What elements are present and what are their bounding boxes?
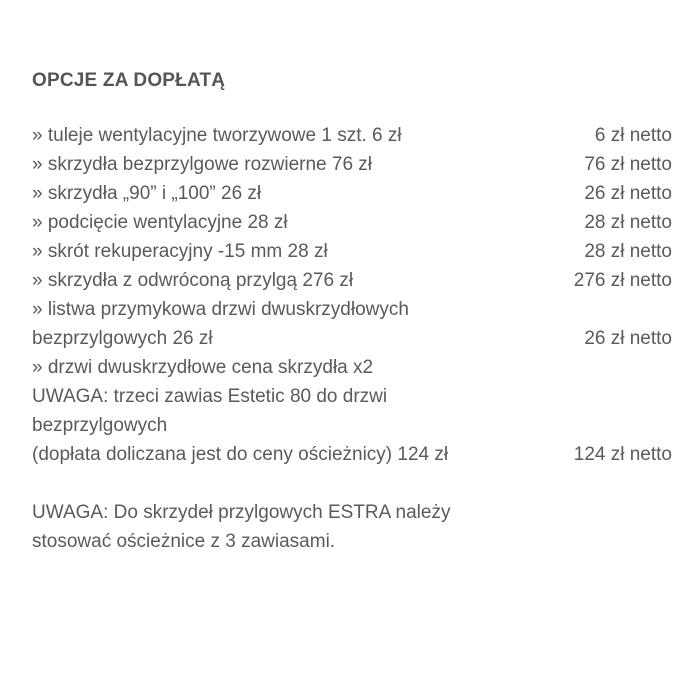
option-description <box>32 266 574 295</box>
option-text: » listwa przymykowa drzwi dwuskrzydłowych <box>32 299 409 320</box>
option-description <box>32 237 584 266</box>
option-description <box>32 295 584 353</box>
option-description <box>32 150 584 179</box>
option-description <box>32 179 584 208</box>
option-row <box>32 295 672 353</box>
section-heading: OPCJE ZA DOPŁATĄ <box>32 70 226 91</box>
option-row <box>32 150 672 179</box>
option-price: 28 zł netto <box>584 212 672 233</box>
option-price: 6 zł netto <box>594 125 672 146</box>
warning-note <box>32 498 632 556</box>
option-text: » podcięcie wentylacyjne 28 zł <box>32 212 288 233</box>
option-price: 28 zł netto <box>584 241 672 262</box>
option-price: 276 zł netto <box>573 270 672 291</box>
option-price: 26 zł netto <box>584 183 672 204</box>
option-row <box>32 266 672 295</box>
option-text: » tuleje wentylacyjne tworzywowe 1 szt. 6 zł <box>32 125 402 146</box>
option-price: 124 zł netto <box>573 444 672 465</box>
option-text: UWAGA: trzeci zawias Estetic 80 do drzwi <box>32 386 388 407</box>
option-text: bezprzylgowych <box>32 415 168 436</box>
option-row <box>32 208 672 237</box>
option-price: 76 zł netto <box>584 154 672 175</box>
option-row <box>32 179 672 208</box>
option-text: » skrzydła bezprzylgowe rozwierne 76 zł <box>32 154 373 175</box>
note-text: stosować ościeżnice z 3 zawiasami. <box>32 531 336 552</box>
options-list <box>32 121 672 469</box>
option-text: bezprzylgowych 26 zł <box>32 328 213 349</box>
option-description <box>32 208 584 237</box>
option-price: 26 zł netto <box>584 328 672 349</box>
option-text: » skrzydła „90” i „100” 26 zł <box>32 183 262 204</box>
option-row <box>32 237 672 266</box>
option-text: (dopłata doliczana jest do ceny ościeżnicy) 124 zł <box>32 444 449 465</box>
option-row <box>32 353 672 469</box>
option-row <box>32 121 672 150</box>
option-text: » skrót rekuperacyjny -15 mm 28 zł <box>32 241 328 262</box>
note-text: UWAGA: Do skrzydeł przylgowych ESTRA należy <box>32 502 451 523</box>
option-text: » skrzydła z odwróconą przylgą 276 zł <box>32 270 354 291</box>
option-text: » drzwi dwuskrzydłowe cena skrzydła x2 <box>32 357 374 378</box>
option-description <box>32 353 574 469</box>
option-description <box>32 121 595 150</box>
